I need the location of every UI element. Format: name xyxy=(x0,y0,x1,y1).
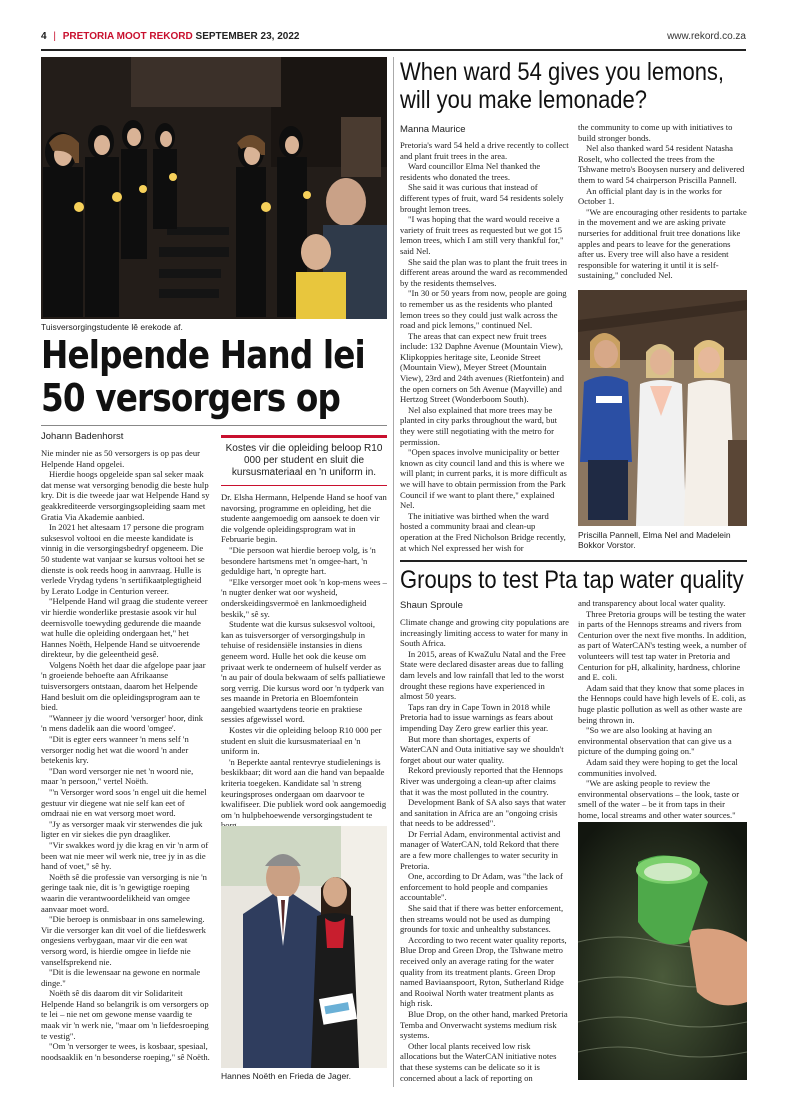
article1-headline: Helpende Hand lei 50 versorgers op xyxy=(41,333,365,420)
paragraph: "'n Versorger word soos 'n engel uit die hemel gestuur vir diegene wat nie self kan eet of omdraai nie en wat versorg moet word. xyxy=(41,787,207,819)
paragraph: She said it was curious that instead of different types of fruit, ward 54 residents solely brought lemon trees. xyxy=(400,182,564,214)
paragraph: Dr. Elsha Hermann, Helpende Hand se hoof van navorsing, programme en opleiding, het die studente aangemoedig om aansoek te doen vir die volgende opleidingsprogram wat in Februarie begin. xyxy=(221,492,387,545)
paragraph: The areas that can expect new fruit trees include: 132 Daphne Avenue (Mountain View), Klipkoppies heritage site, Leonide Street (Mountain View), Meyer Street (Mountain View), 23rd and 24th avenues (Rietfontein) and the open corners on 5th Avenue (Mayville) and Hertzog Street (Wonderboom South). xyxy=(400,330,564,405)
article1-column1 xyxy=(41,448,211,1088)
paragraph: Noëth sê die professie van versorging is nie 'n geringe taak nie, dit is 'n gewigtige roeping waarin die verantwoordelikheid van omgee aanvaar moet word. xyxy=(41,871,207,914)
article3-column2 xyxy=(578,598,747,820)
paragraph: "Wanneer jy die woord 'versorger' hoor, dink 'n mens dadelik aan die woord 'omgee'. xyxy=(41,712,204,734)
paragraph: 'n Beperkte aantal rentevrye studielenings is beskikbaar; dit word aan die hand van bepaalde kriteria toegeken. Kandidate sal 'n streng keuringsproses ondergaan om daarvoor te kwalifiseer. Die publiek word ook aangemoedig om 'n hulpbehoewende versorgingstudent te xyxy=(221,756,387,820)
page-number: 4 xyxy=(41,31,47,42)
paragraph: In 2021 het altesaam 17 persone die program suksesvol voltooi en die meeste kandidate is vinnig in die versorgingsbedryf opgeneem. Die 50 studente wat vanjaar se kursus voltooi het se dienste is ook reeds hoog in aanvraag. Hulle is verlede Vrydag tydens 'n sertifikaatplegtigheid by Lerato Lodge in Centurion vereer. xyxy=(41,522,205,596)
lemon-trees-photo-art xyxy=(578,290,747,526)
article2-headline xyxy=(400,58,752,114)
noeth-dejager-photo xyxy=(221,826,387,1068)
header-rule xyxy=(41,49,746,51)
paragraph: "Jy as versorger maak vir sterwendes die juk ligter en vir siekes die pyn draagliker. xyxy=(41,818,203,840)
paragraph: Kostes vir die opleiding beloop R10 000 per student en sluit die kursusmateriaal en 'n uniform in. xyxy=(221,725,382,757)
article2-bottom-rule xyxy=(400,560,747,562)
publication-name: PRETORIA MOOT REKORD xyxy=(62,31,193,42)
article1-column2 xyxy=(221,492,387,822)
paragraph: "I was hoping that the ward would receive a variety of fruit trees as requested but we got 15 lemon trees, which I am still very thankful for," said Nel. xyxy=(400,214,564,256)
paragraph: Three Pretoria groups will be testing the water in parts of the Hennops streams and rivers from Centurion over the next five months. In addition, as part of WaterCAN's testing week, a number of volunteers will test tap water in Pretoria and Centurion for pH, alkalinity, hardness, chlorine and E. coli. xyxy=(578,608,747,683)
paragraph: Taps ran dry in Cape Town in 2018 while Pretoria had to issue warnings as fears about impending Day Zero grew earlier this year. xyxy=(400,701,553,733)
paragraph: "Dit is die lewensaar na gewone en normale dinge." xyxy=(41,967,201,988)
paragraph: She said the plan was to plant the fruit trees in different areas around the ward as recommended by the residents themselves. xyxy=(400,256,568,288)
header-left xyxy=(41,31,299,42)
graduation-photo-caption: Tuisversorgingstudente lê erekode af. xyxy=(41,322,183,332)
paragraph: Studente wat die kursus suksesvol voltooi, kan as tuisversorger of versorgingshulp in tehuise of residensiële instansies in diens geneem word. Hulle het ook die keuse om privaat werk te onderneem of hulself verder as 'n au pair of doula bekwaam of selfs palliatiewe sorg verrig. Die kursus word oor 'n tydperk van ses maande in Pretoria en Bloemfontein aangebied waartydens teorie en praktiese sessies afgewissel word. xyxy=(221,619,386,725)
paragraph: In 2015, areas of KwaZulu Natal and the Free State were declared disaster areas due to falling dam levels and low rainfall that led to the worst drought these regions have experienced in almost 50 years. xyxy=(400,648,566,702)
article2-headline-line1: When ward 54 gives you lemons, xyxy=(400,58,725,86)
paragraph: Other local plants received low risk allocations but the WaterCAN initiative notes that these systems can be delicate so it is concerned about a lack of reporting on xyxy=(400,1040,557,1083)
paragraph: "We are asking people to review the environmental observations – the look, taste or smell of the water – be it from taps in their home, local streams and other water sources." xyxy=(578,778,740,820)
article2-headline-line2: will you make lemonade? xyxy=(400,86,648,114)
lemon-trees-photo xyxy=(578,290,747,526)
paragraph: "So we are also looking at having an environmental observation that can give us a picture of the dumping going on." xyxy=(578,725,732,757)
article3-column1 xyxy=(400,617,569,1085)
paragraph: "In 30 or 50 years from now, people are going to remember us as the residents who planted lemon trees so they could just walk across the road and pick lemons," continued Nel. xyxy=(400,288,567,331)
article3-byline: Shaun Sproule xyxy=(400,600,463,611)
paragraph: "Die beroep is onmisbaar in ons samelewing. Vir die versorger kan dit voel of die liefdeswerk ongesiens verbygaan, maar vir die een wat versorg word, is hierdie omgee in liefde nie vanselfsprekend nie. xyxy=(41,914,206,967)
paragraph: Dr Ferrial Adam, environmental activist and manager of WaterCAN, told Rekord that there are a few more challenges to water security in Pretoria. xyxy=(400,828,561,871)
header-separator: | xyxy=(53,31,56,42)
article1-headline-rule xyxy=(41,425,387,426)
page-header xyxy=(41,31,746,47)
paragraph: She said that if there was better enforcement, then streams would not be used as dumping grounds for toxic and unhealthy substances. xyxy=(400,903,564,935)
paragraph: But more than shortages, experts of WaterCAN and Outa initiative say we shouldn't forget about our water quality. xyxy=(400,733,564,765)
paragraph: "Open spaces involve municipality or better known as city council land and this is where we will plant; in current parks, it is more difficult as we will have to obtain permission from the Park Council if we want to plant there," explained Nel. xyxy=(400,447,567,511)
paragraph: "We are encouraging other residents to partake in the movement and we are asking private nurseries for additional fruit tree donations like apples and pears to leave for the generations after us. Every tree will also have a resident responsible for watering it until it is self-sustaining," concluded Nel. xyxy=(578,206,747,281)
lemon-trees-caption: Priscilla Pannell, Elma Nel and Madelein Bokkor Vorstor. xyxy=(578,530,731,550)
paragraph: Adam said they were hoping to get the local communities involved. xyxy=(578,756,738,778)
article2-byline: Manna Maurice xyxy=(400,124,466,135)
graduation-photo-art xyxy=(41,57,387,319)
noeth-dejager-photo-art xyxy=(221,826,387,1068)
paragraph: "Helpende Hand wil graag die studente vereer vir hierdie wonderlike prestasie asook vir hul deernisvolle toewyding gedurende die maande wat hulle die opleiding ondergaan het," het Hannes Noëth, Helpende Hand se uitvoerende direkteur, by die geleentheid gesê. xyxy=(41,596,208,660)
paragraph: Blue Drop, on the other hand, marked Pretoria Temba and Onverwacht systems medium risk systems. xyxy=(400,1008,568,1041)
paragraph: Rekord previously reported that the Hennops River was undergoing a clean-up after claims that it was the most polluted in the country. xyxy=(400,765,563,797)
paragraph: Noëth sê dis daarom dit vir Solidariteit Helpende Hand so belangrik is om versorgers op te lei – nie net om gewone mense vaardig te maak vir 'n werk nie, "maar om 'n liefdesroeping te vestig". xyxy=(41,988,209,1041)
paragraph: Nel also explained that more trees may be planted in city parks throughout the ward, but they were still negotiating with the metro for permission. xyxy=(400,404,558,447)
paragraph: An official plant day is in the works for October 1. xyxy=(578,185,722,207)
noeth-dejager-caption: Hannes Noëth en Frieda de Jager. xyxy=(221,1071,351,1081)
paragraph: "Dan word versorger nie net 'n woord nie, maar 'n persoon," vertel Noëth. xyxy=(41,765,194,787)
paragraph: Volgens Noëth het daar die afgelope paar jaar 'n groeiende behoefte aan Afrikaanse tuisversorgers ontstaan, daarom het Helpende Hand besluit om die opleidingsprogram aan te bied. xyxy=(41,659,206,713)
column-divider xyxy=(393,57,394,1087)
paragraph: "Vir swakkes word jy die krag en vir 'n arm of been wat nie meer wil werk nie, tree jy in as die hand of voet," sê hy. xyxy=(41,839,209,872)
paragraph: "Om 'n versorger te wees, is kosbaar, spesiaal, noodsaaklik en 'n besonderse roeping," sê Noëth. xyxy=(41,1041,210,1062)
paragraph: One, according to Dr Adam, was "the lack of enforcement to hold people and companies accountable". xyxy=(400,871,563,903)
paragraph: Development Bank of SA also says that water and sanitation in Africa are an "ongoing crisis that needs to be addressed". xyxy=(400,797,566,829)
article2-column1 xyxy=(400,140,569,552)
paragraph: Climate change and growing city populations are increasingly limiting access to water for many in South Africa. xyxy=(400,617,569,649)
graduation-photo xyxy=(41,57,387,319)
water-pollution-photo-art xyxy=(578,822,747,1080)
paragraph: Nie minder nie as 50 versorgers is op pas deur Helpende Hand opgelei. xyxy=(41,448,201,469)
paragraph: Ward councillor Elma Nel thanked the residents who donated the trees. xyxy=(400,161,541,182)
water-pollution-photo xyxy=(578,822,747,1080)
paragraph: "Dit is egter eers wanneer 'n mens self 'n versorger nodig het wat die woord 'n ander betekenis kry. xyxy=(41,734,189,766)
article2-column2 xyxy=(578,122,747,288)
paragraph: "Elke versorger moet ook 'n kop-mens wees – 'n nugter denker wat oor wysheid, onderskeidingsvermoë en lankmoedigheid beskik," sê sy. xyxy=(221,576,387,619)
paragraph: Nel also thanked ward 54 resident Natasha Roselt, who collected the trees from the Tshwane metro's Booysen nursery and delivered them to ward 54 chairperson Priscilla Pannell. xyxy=(578,143,745,185)
paragraph: The initiative was birthed when the ward hosted a community braai and clean-up operation at the Fred Nicholson Bridge recently, at which Nel expressed her wish for xyxy=(400,510,566,553)
paragraph: and transparency about local water quality. xyxy=(578,598,726,608)
article1-pull-quote: Kostes vir die opleiding beloop R10 000 per student en sluit die kursusmateriaal en 'n uniform in. xyxy=(221,435,387,486)
paragraph: Adam said that they know that some places in the Hennops could have high levels of E. coli, as huge plastic pollution as well as other waste are being thrown in. xyxy=(578,682,746,725)
article3-headline: Groups to test Pta tap water quality xyxy=(400,566,744,594)
article1-byline: Johann Badenhorst xyxy=(41,431,124,442)
paragraph: the community to come up with initiatives to build stronger bonds. xyxy=(578,122,733,143)
paragraph: Pretoria's ward 54 held a drive recently to collect and plant fruit trees in the area. xyxy=(400,140,569,161)
paragraph: Hierdie hoogs opgeleide span sal seker maak dat mense wat versorging benodig die beste hulp kry. Dit is die tweede jaar wat Helpende Hand sy geakkrediteerde versorgingsopleiding saam met Gratia Via Akademie aanbied. xyxy=(41,469,210,522)
website-url[interactable]: www.rekord.co.za xyxy=(667,31,746,42)
publication-date: SEPTEMBER 23, 2022 xyxy=(195,31,300,42)
paragraph: "Die persoon wat hierdie beroep volg, is 'n besondere hartsmens met 'n omgee-hart, 'n geduldige hart, 'n opregte hart. xyxy=(221,544,376,577)
paragraph: According to two recent water quality reports, Blue Drop and Green Drop, the Tshwane metro received only an average rating for the water quality from its treatment plants. Green Drop named Baviaanspoort, Ryton, Sutherland Ridge and Rooiwal North water treatment plants as high risk. xyxy=(400,934,567,1009)
